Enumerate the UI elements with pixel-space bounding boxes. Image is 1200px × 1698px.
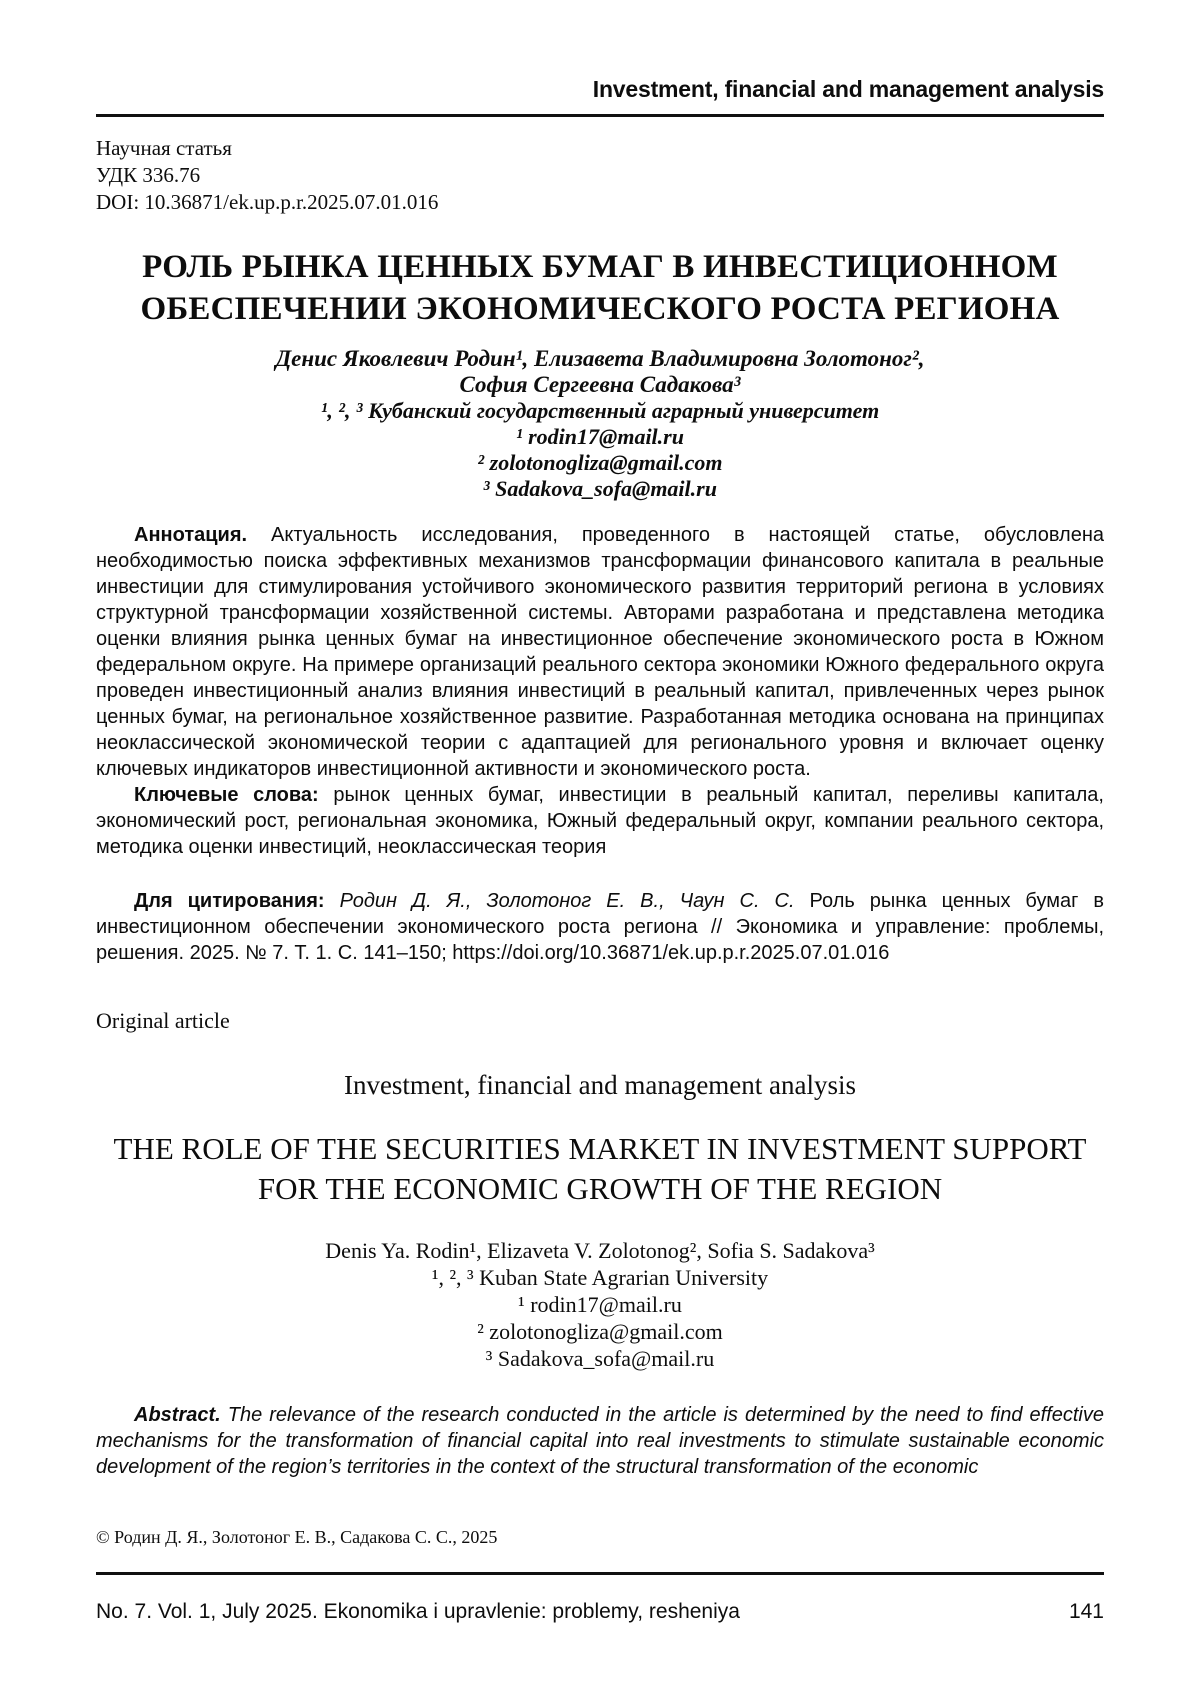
doi-number: DOI: 10.36871/ek.up.p.r.2025.07.01.016 xyxy=(96,190,439,214)
authors-block-ru xyxy=(96,346,1104,502)
footer-page-number: 141 xyxy=(1068,1600,1104,1623)
author-email-2-ru: ² zolotonogliza@gmail.com xyxy=(477,450,723,475)
footer-issue-line: No. 7. Vol. 1, July 2025. Ekonomika i upravlenie: problemy, resheniya xyxy=(96,1600,740,1623)
author-email-1-ru: ¹ rodin17@mail.ru xyxy=(516,424,684,449)
article-title-ru: РОЛЬ РЫНКА ЦЕННЫХ БУМАГ В ИНВЕСТИЦИОННОМ ОБЕСПЕЧЕНИИ ЭКОНОМИЧЕСКОГО РОСТА РЕГИОНА xyxy=(140,249,1060,327)
author-email-3-ru: ³ Sadakova_sofa@mail.ru xyxy=(483,476,717,501)
author-email-1-en: ¹ rodin17@mail.ru xyxy=(518,1292,682,1317)
keywords-ru-text: рынок ценных бумаг, инвестиции в реальный капитал, переливы капитала, экономический рост, региональная экономика, Южный федеральный округ, компании реального сектора, методика оценки инвестиций, неоклассическая теория xyxy=(96,784,1104,858)
keywords-ru-label: Ключевые слова: xyxy=(134,784,319,806)
affiliation-ru: ¹, ², ³ Кубанский государственный аграрный университет xyxy=(320,398,880,423)
authors-ru-line1: Денис Яковлевич Родин¹, Елизавета Владимировна Золотоног², xyxy=(275,346,925,371)
affiliation-en: ¹, ², ³ Kuban State Agrarian University xyxy=(431,1265,769,1290)
authors-block-en xyxy=(96,1237,1104,1372)
authors-ru-line2: София Сергеевна Садакова³ xyxy=(459,372,741,397)
authors-en-line: Denis Ya. Rodin¹, Elizaveta V. Zolotonog², Sofia S. Sadakova³ xyxy=(325,1238,875,1263)
abstract-en-text: The relevance of the research conducted in the article is determined by the need to find effective mechanisms for the transformation of financial capital into real investments to stimulate sustainable economic development of the region’s territories in the context of the structural transformation of the economic xyxy=(96,1404,1104,1478)
author-email-3-en: ³ Sadakova_sofa@mail.ru xyxy=(485,1346,715,1371)
citation-ru-text: Роль рынка ценных бумаг в инвестиционном обеспечении экономического роста региона // Экономика и управление: проблемы, решения. 2025. № 7. Т. 1. С. 141–150; https://doi.org/10.36871/ek.up.p.r.2025.07.01.016 xyxy=(96,890,1105,964)
citation-ru xyxy=(96,888,1104,966)
abstract-en xyxy=(96,1402,1104,1480)
abstract-ru-text: Актуальность исследования, проведенного в настоящей статье, обусловлена необходимостью поиска эффективных механизмов трансформации финансового капитала в реальные инвестиции для стимулирования устойчивого экономического развития территорий региона в условиях структурной трансформации хозяйственной системы. Авторами разработана и представлена методика оценки влияния рынка ценных бумаг на инвестиционное обеспечение экономического роста в Южном федеральном округе. На примере организаций реального сектора экономики Южного федерального округа проведен инвестиционный анализ влияния инвестиций в реальный капитал, привлеченных через рынок ценных бумаг, на региональное хозяйственное развитие. Разработанная методика основана на принципах неоклассической экономической теории с адаптацией для регионального уровня и включает оценку ключевых индикаторов инвестиционной активности и экономического роста. xyxy=(96,524,1104,780)
journal-section-en: Investment, financial and management analysis xyxy=(343,1070,857,1100)
citation-ru-label: Для цитирования: xyxy=(134,890,325,912)
abstract-en-label: Abstract. xyxy=(134,1404,221,1426)
abstract-ru-label: Аннотация. xyxy=(134,524,248,546)
original-article-label: Original article xyxy=(96,1008,230,1033)
article-type-label: Научная статья xyxy=(96,136,232,160)
author-email-2-en: ² zolotonogliza@gmail.com xyxy=(477,1319,723,1344)
header-rule xyxy=(96,114,1104,117)
citation-ru-authors: Родин Д. Я., Золотоног Е. В., Чаун С. С. xyxy=(339,890,795,912)
page-footer xyxy=(96,1600,1104,1624)
abstract-ru xyxy=(96,522,1104,782)
udc-number: УДК 336.76 xyxy=(96,163,201,187)
footer-rule xyxy=(96,1572,1104,1575)
copyright-line: © Родин Д. Я., Золотоног Е. В., Садакова С. С., 2025 xyxy=(96,1527,498,1547)
article-title-en: THE ROLE OF THE SECURITIES MARKET IN INVESTMENT SUPPORT FOR THE ECONOMIC GROWTH OF THE REGION xyxy=(113,1131,1087,1206)
journal-section-header: Investment, financial and management analysis xyxy=(592,76,1104,102)
article-meta xyxy=(96,135,1104,216)
keywords-ru xyxy=(96,782,1104,860)
